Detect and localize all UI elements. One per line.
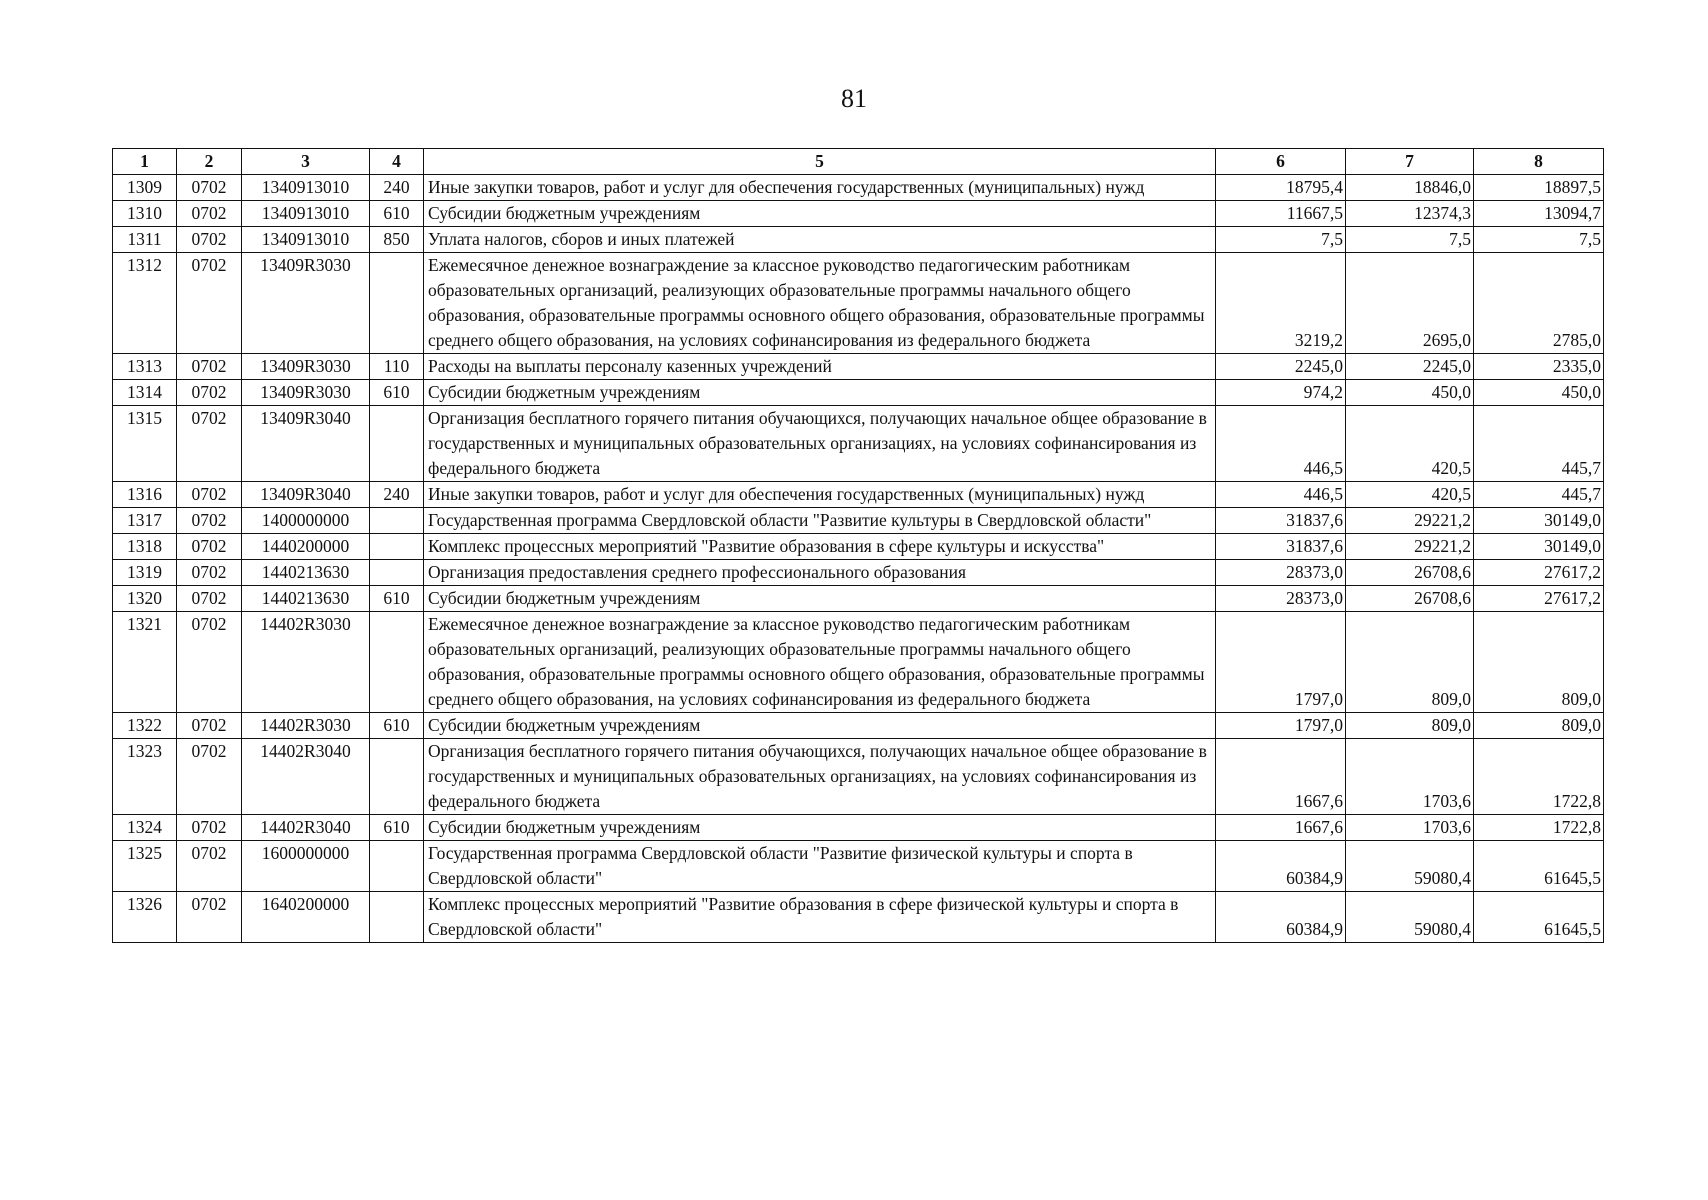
- amount-col7-cell: 2695,0: [1346, 253, 1474, 354]
- target-article-cell: 1440213630: [242, 560, 370, 586]
- amount-col6-cell: 446,5: [1216, 482, 1346, 508]
- amount-col8-cell: 13094,7: [1474, 201, 1604, 227]
- target-article-cell: 13409R3030: [242, 380, 370, 406]
- description-cell: Комплекс процессных мероприятий "Развитие образования в сфере культуры и искусства": [424, 534, 1216, 560]
- table-row: [113, 508, 1604, 534]
- expense-type-cell: [370, 560, 424, 586]
- section-code-cell: 0702: [177, 482, 242, 508]
- expense-type-cell: 850: [370, 227, 424, 253]
- section-code-cell: 0702: [177, 713, 242, 739]
- amount-col8-cell: 1722,8: [1474, 739, 1604, 815]
- row-number-cell: 1313: [113, 354, 177, 380]
- expense-type-cell: [370, 534, 424, 560]
- row-number-cell: 1316: [113, 482, 177, 508]
- description-cell: Субсидии бюджетным учреждениям: [424, 201, 1216, 227]
- amount-col6-cell: 1667,6: [1216, 815, 1346, 841]
- table-row: [113, 892, 1604, 943]
- row-number-cell: 1323: [113, 739, 177, 815]
- amount-col8-cell: 30149,0: [1474, 508, 1604, 534]
- amount-col8-cell: 61645,5: [1474, 892, 1604, 943]
- amount-col7-cell: 420,5: [1346, 482, 1474, 508]
- target-article-cell: 14402R3030: [242, 713, 370, 739]
- amount-col7-cell: 29221,2: [1346, 508, 1474, 534]
- row-number-cell: 1312: [113, 253, 177, 354]
- table-row: [113, 201, 1604, 227]
- expense-type-cell: 110: [370, 354, 424, 380]
- description-cell: Субсидии бюджетным учреждениям: [424, 815, 1216, 841]
- expense-type-cell: [370, 406, 424, 482]
- table-row: [113, 586, 1604, 612]
- amount-col6-cell: 31837,6: [1216, 534, 1346, 560]
- expense-type-cell: 240: [370, 482, 424, 508]
- table-row: [113, 534, 1604, 560]
- amount-col6-cell: 11667,5: [1216, 201, 1346, 227]
- section-code-cell: 0702: [177, 841, 242, 892]
- description-cell: Субсидии бюджетным учреждениям: [424, 380, 1216, 406]
- table-row: [113, 815, 1604, 841]
- expense-type-cell: 240: [370, 175, 424, 201]
- amount-col8-cell: 450,0: [1474, 380, 1604, 406]
- section-code-cell: 0702: [177, 534, 242, 560]
- description-cell: Иные закупки товаров, работ и услуг для обеспечения государственных (муниципальных) нужд: [424, 482, 1216, 508]
- row-number-cell: 1325: [113, 841, 177, 892]
- table-row: [113, 612, 1604, 713]
- amount-col6-cell: 446,5: [1216, 406, 1346, 482]
- amount-col8-cell: 7,5: [1474, 227, 1604, 253]
- amount-col8-cell: 30149,0: [1474, 534, 1604, 560]
- row-number-cell: 1315: [113, 406, 177, 482]
- amount-col7-cell: 26708,6: [1346, 586, 1474, 612]
- description-cell: Уплата налогов, сборов и иных платежей: [424, 227, 1216, 253]
- section-code-cell: 0702: [177, 560, 242, 586]
- column-header: 1: [113, 149, 177, 175]
- row-number-cell: 1310: [113, 201, 177, 227]
- section-code-cell: 0702: [177, 380, 242, 406]
- amount-col7-cell: 1703,6: [1346, 739, 1474, 815]
- amount-col6-cell: 3219,2: [1216, 253, 1346, 354]
- table-row: [113, 739, 1604, 815]
- expense-type-cell: 610: [370, 713, 424, 739]
- description-cell: Государственная программа Свердловской области "Развитие культуры в Свердловской области": [424, 508, 1216, 534]
- section-code-cell: 0702: [177, 201, 242, 227]
- table-header-row: [113, 149, 1604, 175]
- target-article-cell: 1640200000: [242, 892, 370, 943]
- amount-col6-cell: 974,2: [1216, 380, 1346, 406]
- row-number-cell: 1309: [113, 175, 177, 201]
- target-article-cell: 14402R3040: [242, 815, 370, 841]
- expense-type-cell: 610: [370, 380, 424, 406]
- expense-type-cell: 610: [370, 586, 424, 612]
- section-code-cell: 0702: [177, 815, 242, 841]
- amount-col6-cell: 60384,9: [1216, 841, 1346, 892]
- amount-col7-cell: 420,5: [1346, 406, 1474, 482]
- amount-col6-cell: 60384,9: [1216, 892, 1346, 943]
- expense-type-cell: [370, 739, 424, 815]
- row-number-cell: 1324: [113, 815, 177, 841]
- section-code-cell: 0702: [177, 739, 242, 815]
- amount-col6-cell: 1667,6: [1216, 739, 1346, 815]
- expense-type-cell: [370, 253, 424, 354]
- section-code-cell: 0702: [177, 354, 242, 380]
- amount-col6-cell: 28373,0: [1216, 586, 1346, 612]
- row-number-cell: 1319: [113, 560, 177, 586]
- amount-col8-cell: 18897,5: [1474, 175, 1604, 201]
- row-number-cell: 1317: [113, 508, 177, 534]
- section-code-cell: 0702: [177, 253, 242, 354]
- column-header: 6: [1216, 149, 1346, 175]
- target-article-cell: 1440200000: [242, 534, 370, 560]
- target-article-cell: 1440213630: [242, 586, 370, 612]
- amount-col6-cell: 7,5: [1216, 227, 1346, 253]
- amount-col8-cell: 1722,8: [1474, 815, 1604, 841]
- description-cell: Организация бесплатного горячего питания обучающихся, получающих начальное общее образование в государственных и муниципальных образовательных организациях, на условиях софинансирования из федерального бюджета: [424, 739, 1216, 815]
- column-header: 2: [177, 149, 242, 175]
- amount-col7-cell: 26708,6: [1346, 560, 1474, 586]
- row-number-cell: 1322: [113, 713, 177, 739]
- description-cell: Организация бесплатного горячего питания обучающихся, получающих начальное общее образование в государственных и муниципальных образовательных организациях, на условиях софинансирования из федерального бюджета: [424, 406, 1216, 482]
- amount-col6-cell: 2245,0: [1216, 354, 1346, 380]
- section-code-cell: 0702: [177, 612, 242, 713]
- amount-col7-cell: 450,0: [1346, 380, 1474, 406]
- target-article-cell: 13409R3030: [242, 253, 370, 354]
- table-row: [113, 253, 1604, 354]
- table-row: [113, 482, 1604, 508]
- section-code-cell: 0702: [177, 892, 242, 943]
- section-code-cell: 0702: [177, 508, 242, 534]
- amount-col7-cell: 7,5: [1346, 227, 1474, 253]
- target-article-cell: 1400000000: [242, 508, 370, 534]
- table-body: [113, 175, 1604, 943]
- row-number-cell: 1314: [113, 380, 177, 406]
- row-number-cell: 1320: [113, 586, 177, 612]
- amount-col7-cell: 29221,2: [1346, 534, 1474, 560]
- target-article-cell: 1340913010: [242, 227, 370, 253]
- target-article-cell: 1340913010: [242, 201, 370, 227]
- amount-col8-cell: 27617,2: [1474, 586, 1604, 612]
- amount-col6-cell: 18795,4: [1216, 175, 1346, 201]
- amount-col7-cell: 809,0: [1346, 612, 1474, 713]
- amount-col8-cell: 27617,2: [1474, 560, 1604, 586]
- amount-col7-cell: 1703,6: [1346, 815, 1474, 841]
- column-header: 4: [370, 149, 424, 175]
- amount-col8-cell: 445,7: [1474, 406, 1604, 482]
- section-code-cell: 0702: [177, 175, 242, 201]
- row-number-cell: 1321: [113, 612, 177, 713]
- amount-col7-cell: 18846,0: [1346, 175, 1474, 201]
- target-article-cell: 14402R3040: [242, 739, 370, 815]
- description-cell: Иные закупки товаров, работ и услуг для обеспечения государственных (муниципальных) нужд: [424, 175, 1216, 201]
- amount-col7-cell: 2245,0: [1346, 354, 1474, 380]
- table-row: [113, 406, 1604, 482]
- page-number: 81: [841, 84, 867, 113]
- target-article-cell: 13409R3040: [242, 406, 370, 482]
- description-cell: Государственная программа Свердловской области "Развитие физической культуры и спорта в Свердловской области": [424, 841, 1216, 892]
- table-row: [113, 227, 1604, 253]
- amount-col7-cell: 59080,4: [1346, 841, 1474, 892]
- budget-table: [112, 148, 1604, 943]
- section-code-cell: 0702: [177, 586, 242, 612]
- amount-col8-cell: 445,7: [1474, 482, 1604, 508]
- section-code-cell: 0702: [177, 227, 242, 253]
- section-code-cell: 0702: [177, 406, 242, 482]
- row-number-cell: 1318: [113, 534, 177, 560]
- column-header: 3: [242, 149, 370, 175]
- description-cell: Комплекс процессных мероприятий "Развитие образования в сфере физической культуры и спорта в Свердловской области": [424, 892, 1216, 943]
- amount-col6-cell: 31837,6: [1216, 508, 1346, 534]
- amount-col8-cell: 2335,0: [1474, 354, 1604, 380]
- amount-col7-cell: 12374,3: [1346, 201, 1474, 227]
- table-row: [113, 713, 1604, 739]
- amount-col6-cell: 1797,0: [1216, 612, 1346, 713]
- table-row: [113, 380, 1604, 406]
- amount-col8-cell: 809,0: [1474, 612, 1604, 713]
- table-row: [113, 354, 1604, 380]
- amount-col6-cell: 1797,0: [1216, 713, 1346, 739]
- expense-type-cell: 610: [370, 201, 424, 227]
- column-header: 7: [1346, 149, 1474, 175]
- target-article-cell: 13409R3030: [242, 354, 370, 380]
- target-article-cell: 13409R3040: [242, 482, 370, 508]
- amount-col8-cell: 61645,5: [1474, 841, 1604, 892]
- target-article-cell: 1600000000: [242, 841, 370, 892]
- description-cell: Ежемесячное денежное вознаграждение за классное руководство педагогическим работникам образовательных организаций, реализующих образовательные программы начального общего образования, образовательные программы основного общего образования, образовательные программы среднего общего образования, на условиях софинансирования из федерального бюджета: [424, 253, 1216, 354]
- column-header: 8: [1474, 149, 1604, 175]
- target-article-cell: 1340913010: [242, 175, 370, 201]
- description-cell: Ежемесячное денежное вознаграждение за классное руководство педагогическим работникам образовательных организаций, реализующих образовательные программы начального общего образования, образовательные программы основного общего образования, образовательные программы среднего общего образования, на условиях софинансирования из федерального бюджета: [424, 612, 1216, 713]
- expense-type-cell: [370, 841, 424, 892]
- target-article-cell: 14402R3030: [242, 612, 370, 713]
- row-number-cell: 1326: [113, 892, 177, 943]
- amount-col7-cell: 809,0: [1346, 713, 1474, 739]
- description-cell: Расходы на выплаты персоналу казенных учреждений: [424, 354, 1216, 380]
- expense-type-cell: 610: [370, 815, 424, 841]
- amount-col8-cell: 2785,0: [1474, 253, 1604, 354]
- column-header: 5: [424, 149, 1216, 175]
- description-cell: Субсидии бюджетным учреждениям: [424, 586, 1216, 612]
- expense-type-cell: [370, 892, 424, 943]
- amount-col7-cell: 59080,4: [1346, 892, 1474, 943]
- description-cell: Организация предоставления среднего профессионального образования: [424, 560, 1216, 586]
- table-row: [113, 560, 1604, 586]
- description-cell: Субсидии бюджетным учреждениям: [424, 713, 1216, 739]
- expense-type-cell: [370, 612, 424, 713]
- expense-type-cell: [370, 508, 424, 534]
- row-number-cell: 1311: [113, 227, 177, 253]
- amount-col6-cell: 28373,0: [1216, 560, 1346, 586]
- amount-col8-cell: 809,0: [1474, 713, 1604, 739]
- table-row: [113, 175, 1604, 201]
- table-row: [113, 841, 1604, 892]
